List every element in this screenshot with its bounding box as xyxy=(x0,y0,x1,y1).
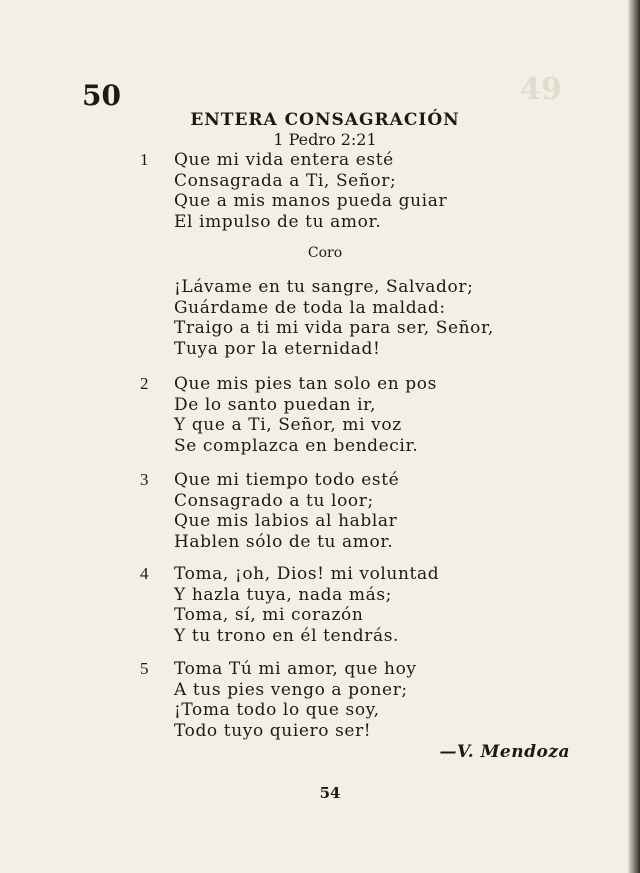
verse-line: Consagrada a Ti, Señor; xyxy=(174,170,397,191)
scripture-reference: 1 Pedro 2:21 xyxy=(273,130,377,149)
verse-line: Que mis pies tan solo en pos xyxy=(174,374,437,394)
verse-line: Que a mis manos pueda guiar xyxy=(174,191,448,212)
chorus-label: Coro xyxy=(307,245,343,261)
verse-line: El impulso de tu amor. xyxy=(174,211,382,232)
verse-line: Toma, ¡oh, Dios! mi voluntad xyxy=(174,564,440,584)
stanza-lines xyxy=(174,374,574,456)
chorus-line: Guárdame de toda la maldad: xyxy=(174,297,446,318)
verse-line: Que mis labios al hablar xyxy=(174,511,398,532)
chorus-line: ¡Lávame en tu sangre, Salvador; xyxy=(174,277,474,297)
chorus-line: Tuya por la eternidad! xyxy=(174,338,381,359)
stanza-number: 5 xyxy=(140,659,149,678)
verse-line: Se complazca en bendecir. xyxy=(174,435,419,456)
verse-line: Consagrado a tu loor; xyxy=(174,490,374,511)
stanza-number: 3 xyxy=(140,470,149,489)
page-binding-edge xyxy=(628,0,640,873)
stanza-lines xyxy=(174,470,574,552)
hymn-number: 50 xyxy=(82,79,121,112)
verse-line: Hablen sólo de tu amor. xyxy=(174,531,394,552)
verse-line: Todo tuyo quiero ser! xyxy=(174,720,372,741)
verse-line: Toma Tú mi amor, que hoy xyxy=(174,659,417,679)
verse-line: Y que a Ti, Señor, mi voz xyxy=(174,415,402,436)
hymn-title: ENTERA CONSAGRACIÓN xyxy=(190,110,460,130)
stanza-lines xyxy=(174,564,574,646)
verse-line: Y hazla tuya, nada más; xyxy=(174,584,392,605)
stanza-lines xyxy=(174,150,574,232)
verse-line: ¡Toma todo lo que soy, xyxy=(174,700,380,721)
verse-line: Y tu trono en él tendrás. xyxy=(174,625,400,646)
page-number: 54 xyxy=(319,784,341,802)
stanza-number: 4 xyxy=(140,564,149,583)
chorus-lines xyxy=(174,277,574,359)
facing-page-show-through: 49 xyxy=(520,72,562,107)
verse-line: A tus pies vengo a poner; xyxy=(174,679,408,700)
stanza-lines xyxy=(174,659,574,741)
verse-line: Toma, sí, mi corazón xyxy=(174,605,364,626)
verse-line: Que mi tiempo todo esté xyxy=(174,470,400,490)
chorus-line: Traigo a ti mi vida para ser, Señor, xyxy=(174,318,494,339)
verse-line: De lo santo puedan ir, xyxy=(174,394,377,415)
author-credit: —V. Mendoza xyxy=(439,742,570,762)
stanza-number: 2 xyxy=(140,374,149,393)
stanza-number: 1 xyxy=(140,150,149,169)
verse-line: Que mi vida entera esté xyxy=(174,150,394,170)
